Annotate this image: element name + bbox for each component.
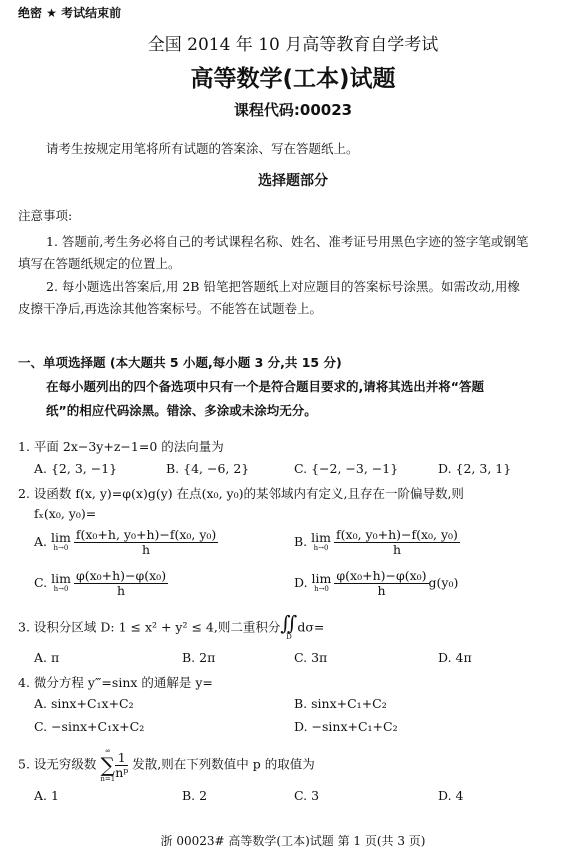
confidential-label: 绝密 ★ 考试结束前 xyxy=(18,6,122,20)
factor-g: g(y₀) xyxy=(428,575,459,590)
lim-sub: h→0 xyxy=(53,584,69,593)
q1-option-c: C. {−2, −3, −1} xyxy=(294,461,399,476)
numerator: φ(x₀+h)−φ(x₀) xyxy=(75,568,167,583)
sum-lower: n=1 xyxy=(100,775,116,783)
limit xyxy=(311,529,332,554)
fraction xyxy=(74,569,168,598)
fraction xyxy=(334,569,428,598)
q1-option-a: A. {2, 3, −1} xyxy=(34,461,118,476)
double-integral xyxy=(280,611,298,642)
q5-option-a: A. 1 xyxy=(34,788,59,803)
q5-option-d: D. 4 xyxy=(438,788,464,803)
q2-option-d xyxy=(294,569,458,598)
lim-text: lim xyxy=(51,529,71,545)
lim-text: lim xyxy=(51,570,71,586)
denominator: h xyxy=(392,542,401,557)
exam-name: 全国 2014 年 10 月高等教育自学考试 xyxy=(147,35,439,55)
q5-option-b: B. 2 xyxy=(182,788,208,803)
lim-text: lim xyxy=(311,529,332,545)
q1-stem: 1. 平面 2x−3y+z−1=0 的法向量为 xyxy=(18,439,224,454)
section-heading: 一、单项选择题 (本大题共 5 小题,每小题 3 分,共 15 分) xyxy=(18,355,342,370)
q1-option-d: D. {2, 3, 1} xyxy=(438,461,512,476)
q4-option-a: A. sinx+C₁x+C₂ xyxy=(34,696,134,711)
option-label: A. xyxy=(34,534,48,549)
section-instruction-1: 在每小题列出的四个备选项中只有一个是符合题目要求的,请将其选出并将“答题 xyxy=(46,379,484,394)
q5-stem xyxy=(18,746,315,784)
q3-stem-tail: dσ= xyxy=(297,619,325,635)
q4-stem: 4. 微分方程 y‴=sinx 的通解是 y= xyxy=(18,675,213,690)
note-1-line-2: 填写在答题纸规定的位置上。 xyxy=(18,256,181,271)
q1-option-b: B. {4, −6, 2} xyxy=(166,461,250,476)
q2-stem: 2. 设函数 f(x, y)=φ(x)g(y) 在点(x₀, y₀)的某邻域内有定义,且存在一阶偏导数,则 xyxy=(18,486,464,501)
q4-option-c: C. −sinx+C₁x+C₂ xyxy=(34,719,145,734)
note-2-line-2: 皮擦干净后,再选涂其他答案标号。不能答在试题卷上。 xyxy=(18,301,322,316)
lim-sub: h→0 xyxy=(314,584,329,593)
option-label: C. xyxy=(34,575,48,590)
sum-sign: ∑ xyxy=(100,753,115,777)
q3-option-c: C. 3π xyxy=(294,650,328,665)
lim-sub: h→0 xyxy=(53,543,69,552)
q3-option-a: A. π xyxy=(34,650,60,665)
fraction xyxy=(74,528,218,557)
limit xyxy=(51,529,71,554)
q5-option-c: C. 3 xyxy=(294,788,320,803)
q3-option-d: D. 4π xyxy=(438,650,472,665)
numerator: 1 xyxy=(115,751,128,766)
notes-heading: 注意事项: xyxy=(18,208,73,223)
page-footer: 浙 00023# 高等数学(工本)试题 第 1 页(共 3 页) xyxy=(160,834,426,848)
q3-stem xyxy=(18,611,325,642)
page-title: 高等数学(工本)试题 xyxy=(190,66,396,92)
note-2-line-1: 2. 每小题选出答案后,用 2B 铅笔把答题纸上对应题目的答案标号涂黑。如需改动,用橡 xyxy=(46,279,520,294)
fraction xyxy=(334,528,460,557)
integral-sign: ∬ xyxy=(280,611,298,635)
summation xyxy=(100,746,115,784)
fraction xyxy=(115,751,128,780)
q3-option-b: B. 2π xyxy=(182,650,216,665)
sum-upper: ∞ xyxy=(104,747,111,755)
q3-stem-text: 3. 设积分区域 D: 1 ≤ x² + y² ≤ 4,则二重积分 xyxy=(18,619,281,635)
option-label: B. xyxy=(294,534,308,549)
lim-sub: h→0 xyxy=(313,543,329,552)
course-code: 课程代码:00023 xyxy=(233,101,353,119)
q4-option-b: B. sinx+C₁+C₂ xyxy=(294,696,387,711)
note-1-line-1: 1. 答题前,考生务必将自己的考试课程名称、姓名、准考证号用黑色字迹的签字笔或钢笔 xyxy=(46,234,529,249)
integral-domain: D xyxy=(286,633,292,641)
q2-stem-2: fₓ(x₀, y₀)= xyxy=(34,506,97,521)
intro-text: 请考生按规定用笔将所有试题的答案涂、写在答题纸上。 xyxy=(46,141,359,156)
lim-text: lim xyxy=(311,570,332,586)
q2-option-b xyxy=(294,528,460,557)
numerator: f(x₀+h, y₀+h)−f(x₀, y₀) xyxy=(75,527,217,542)
q5-stem-post: 发散,则在下列数值中 p 的取值为 xyxy=(132,756,315,772)
limit xyxy=(311,570,332,595)
option-label: D. xyxy=(294,575,308,590)
limit xyxy=(51,570,71,595)
denominator: nᵖ xyxy=(115,764,129,780)
section-instruction-2: 纸”的相应代码涂黑。错涂、多涂或未涂均无分。 xyxy=(46,403,317,418)
q4-option-d: D. −sinx+C₁+C₂ xyxy=(294,719,398,734)
part-title: 选择题部分 xyxy=(258,173,328,189)
q2-option-a xyxy=(34,528,218,557)
numerator: f(x₀, y₀+h)−f(x₀, y₀) xyxy=(336,527,458,542)
q5-stem-pre: 5. 设无穷级数 xyxy=(18,756,97,772)
numerator: φ(x₀+h)−φ(x₀) xyxy=(336,568,427,583)
q2-option-c xyxy=(34,569,168,598)
denominator: h xyxy=(142,542,151,557)
denominator: h xyxy=(377,583,386,598)
denominator: h xyxy=(116,583,126,598)
